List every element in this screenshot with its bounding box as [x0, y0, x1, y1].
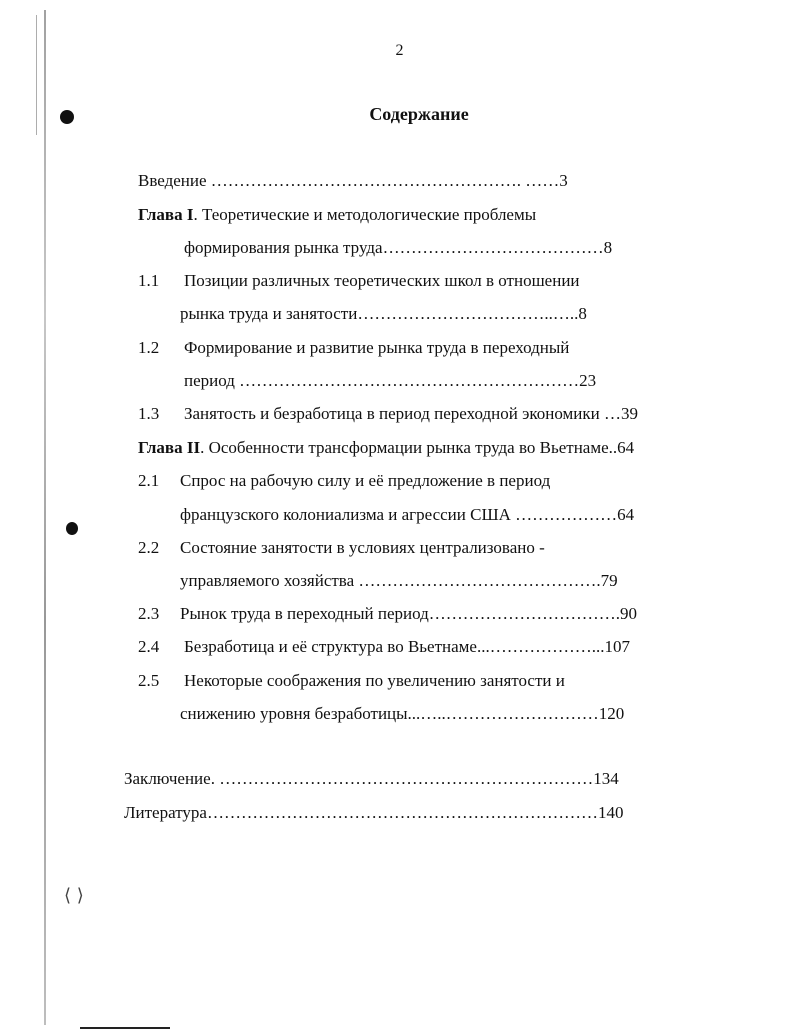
scan-edge-line — [44, 10, 46, 1025]
toc-section-1-1-cont: рынка труда и занятости……………………………..…..8 — [180, 304, 587, 323]
chapter-title: . Теоретические и методологические проблемы — [193, 205, 537, 224]
toc-section-1-2-cont: период ……………………………………………………23 — [184, 371, 597, 390]
chapter-title: . Особенности трансформации рынка труда во Вьетнаме..64 — [200, 438, 635, 457]
toc-conclusion: Заключение. …………………………………………………………134 — [124, 769, 619, 788]
page-number: 2 — [395, 42, 404, 59]
scan-mark: ⟨ ⟩ — [64, 885, 84, 906]
toc-num: 1.1 — [138, 271, 160, 290]
toc-literature: Литература……………………………………………………………140 — [124, 803, 624, 822]
toc-section-2-5: Некоторые соображения по увеличению занятости и — [184, 671, 565, 690]
toc-num: 1.2 — [138, 338, 160, 357]
page-title: Содержание — [369, 104, 469, 124]
toc-section-2-1: Спрос на рабочую силу и её предложение в период — [180, 471, 551, 490]
toc-section-1-2: Формирование и развитие рынка труда в переходный — [184, 338, 570, 357]
toc-section-2-5-cont: снижению уровня безработицы...…..………………………120 — [180, 704, 625, 723]
toc-section-2-1-cont: французского колониализма и агрессии США ………………64 — [180, 505, 635, 524]
toc-num: 2.5 — [138, 671, 160, 690]
scan-speck — [66, 522, 78, 535]
scan-edge-line — [80, 1027, 170, 1029]
toc-num: 1.3 — [138, 404, 160, 423]
toc-intro: Введение ………………………………………………. ……3 — [138, 171, 568, 190]
toc-section-2-2-cont: управляемого хозяйства …………………………………….79 — [180, 571, 618, 590]
chapter-label: Глава II — [138, 438, 201, 457]
toc-section-1-1: Позиции различных теоретических школ в отношении — [184, 271, 580, 290]
toc-num: 2.1 — [138, 471, 160, 490]
toc-num: 2.3 — [138, 604, 160, 623]
toc-section-1-3: Занятость и безработица в период переходной экономики …39 — [184, 404, 638, 423]
toc-chapter-1 — [138, 204, 536, 226]
toc-section-2-2: Состояние занятости в условиях централизовано - — [180, 538, 545, 557]
toc-num: 2.2 — [138, 538, 160, 557]
toc-section-2-3: Рынок труда в переходный период…………………………….90 — [180, 604, 638, 623]
toc-chapter-2 — [138, 437, 634, 459]
toc-section-2-4: Безработица и её структура во Вьетнаме...………………...107 — [184, 637, 630, 656]
chapter-label: Глава I — [138, 205, 194, 224]
toc-num: 2.4 — [138, 637, 160, 656]
toc-chapter-1-cont: формирования рынка труда…………………………………8 — [184, 238, 613, 257]
